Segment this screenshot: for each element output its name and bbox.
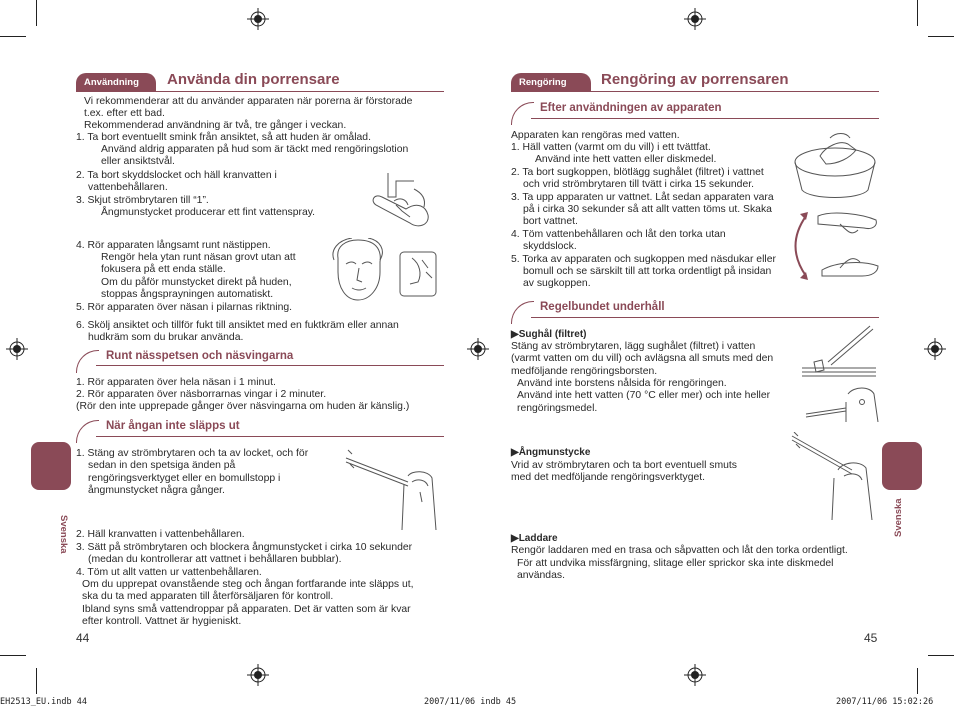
section-tab: Användning bbox=[76, 73, 156, 91]
print-slug-left: EH2513_EU.indb 44 bbox=[0, 697, 87, 707]
intro-line: t.ex. efter ett bad. bbox=[84, 108, 165, 119]
body-line: ska du ta med apparaten till återförsäljaren för kontroll. bbox=[82, 591, 334, 602]
body-line: Apparaten kan rengöras med vatten. bbox=[511, 130, 680, 141]
charger-heading-text: Laddare bbox=[518, 533, 558, 544]
body-line: Använd inte hett vatten eller diskmedel. bbox=[535, 154, 717, 165]
body-line: (medan du kontrollerar att vattnet i behållaren bubblar). bbox=[88, 554, 342, 565]
body-line: 1. Häll vatten (varmt om du vill) i ett tvättfat. bbox=[511, 142, 711, 153]
step-line: Om du påför munstycket direkt på huden, bbox=[101, 277, 292, 288]
registration-mark-icon bbox=[247, 664, 269, 686]
step-line: 5. Rör apparaten över näsan i pilarnas riktning. bbox=[76, 302, 293, 313]
body-line: och vrid strömbrytaren till tvätt i cirka 15 sekunder. bbox=[523, 179, 754, 190]
body-line: 2. Ta bort sugkoppen, blötlägg sughålet (filtret) i vattnet bbox=[511, 167, 764, 178]
body-line: efter kontroll. Vattnet är hygieniskt. bbox=[82, 616, 242, 627]
body-line: 1. Stäng av strömbrytaren och ta av locket, och för bbox=[76, 448, 309, 459]
steam-nozzle-heading-text: Ångmunstycke bbox=[518, 447, 591, 458]
body-line: bort vattnet. bbox=[523, 216, 578, 227]
subsection-bracket bbox=[76, 420, 99, 443]
language-side-tab bbox=[882, 442, 922, 490]
body-line: Rengör laddaren med en trasa och såpvatten och låt den torka ordentligt. bbox=[511, 545, 848, 556]
body-line: rengöringsverktyget eller en bomullstopp i bbox=[88, 473, 281, 484]
body-line: Stäng av strömbrytaren, lägg sughålet (filtret) i vatten bbox=[511, 341, 756, 352]
body-line: 3. Sätt på strömbrytaren och blockera ångmunstycket i cirka 10 sekunder bbox=[76, 542, 413, 553]
body-line: För att undvika missfärgning, slitage eller sprickor ska inte diskmedel bbox=[517, 558, 834, 569]
title-rule bbox=[76, 91, 444, 92]
face-illustration bbox=[322, 238, 444, 308]
body-line: ångmunstycket några gånger. bbox=[88, 485, 225, 496]
body-line: 4. Töm ut allt vatten ur vattenbehållaren. bbox=[76, 567, 262, 578]
subsection-bracket bbox=[511, 102, 534, 125]
body-line: på i cirka 30 sekunder så att allt vatten töms ut. Skaka bbox=[523, 204, 772, 215]
page-number: 45 bbox=[864, 631, 878, 645]
body-line: (varmt vatten om du vill) och avlägsna all smuts med den bbox=[511, 353, 774, 364]
page-number: 44 bbox=[76, 631, 90, 645]
step-line: fokusera på ett enda ställe. bbox=[101, 264, 226, 275]
crop-mark bbox=[36, 668, 37, 694]
cleaning-tool-illustration bbox=[342, 446, 442, 530]
registration-mark-icon bbox=[6, 338, 28, 360]
step-line: vattenbehållaren. bbox=[88, 182, 168, 193]
print-slug-right: 2007/11/06 15:02:26 bbox=[836, 697, 934, 707]
filter-brush-illustration bbox=[798, 322, 880, 422]
crop-mark bbox=[0, 36, 26, 37]
crop-mark bbox=[36, 0, 37, 26]
section-tab: Rengöring bbox=[511, 73, 591, 91]
nozzle-cleaning-illustration bbox=[790, 432, 880, 520]
subsection-rule bbox=[96, 365, 444, 366]
registration-mark-icon bbox=[684, 8, 706, 30]
steam-nozzle-heading: ▶Ångmunstycke bbox=[511, 447, 591, 458]
registration-mark-icon bbox=[247, 8, 269, 30]
step-line: 3. Skjut strömbrytaren till “1”. bbox=[76, 195, 209, 206]
filter-heading: ▶Sughål (filtret) bbox=[511, 329, 587, 340]
crop-mark bbox=[917, 0, 918, 26]
body-line: 5. Torka av apparaten och sugkoppen med näsdukar eller bbox=[511, 254, 776, 265]
registration-mark-icon bbox=[924, 338, 946, 360]
body-line: 4. Töm vattenbehållaren och låt den torka utan bbox=[511, 229, 726, 240]
step-line: 2. Ta bort skyddslocket och häll kranvatten i bbox=[76, 170, 277, 181]
filter-heading-text: Sughål (filtret) bbox=[518, 329, 587, 340]
step-line: 1. Ta bort eventuellt smink från ansiktet, så att huden är omålad. bbox=[76, 132, 371, 143]
body-line: Om du upprepat ovanstående steg och ångan fortfarande inte släpps ut, bbox=[82, 579, 414, 590]
body-line: Använd inte borstens nålsida för rengöringen. bbox=[517, 378, 727, 389]
step-line: Ångmunstycket producerar ett fint vattenspray. bbox=[101, 207, 316, 218]
registration-mark-icon bbox=[467, 338, 489, 360]
subsection-rule bbox=[96, 436, 444, 437]
body-line: användas. bbox=[517, 570, 565, 581]
step-line: hudkräm som du brukar använda. bbox=[88, 332, 244, 343]
body-line: Använd inte hett vatten (70 °C eller mer) och inte heller bbox=[517, 390, 771, 401]
step-line: 6. Skölj ansiktet och tillför fukt till ansiktet med en fuktkräm eller annan bbox=[76, 320, 399, 331]
language-side-label: Svenska bbox=[893, 498, 904, 537]
crop-mark bbox=[0, 655, 26, 656]
body-line: av sugkoppen. bbox=[523, 278, 591, 289]
intro-line: Vi rekommenderar att du använder apparaten när porerna är förstorade bbox=[84, 96, 413, 107]
step-line: Använd aldrig apparaten på hud som är täckt med rengöringslotion bbox=[101, 144, 409, 155]
registration-mark-icon bbox=[684, 664, 706, 686]
subsection-rule bbox=[531, 118, 879, 119]
crop-mark bbox=[917, 668, 918, 694]
subsection-bracket bbox=[511, 301, 534, 324]
body-line: 2. Rör apparaten över näsborrarnas vingar i 2 minuter. bbox=[76, 389, 327, 400]
shaking-device-illustration bbox=[792, 196, 882, 292]
subsection-title: Runt nässpetsen och näsvingarna bbox=[106, 350, 294, 362]
body-line: skyddslock. bbox=[523, 241, 577, 252]
body-line: 3. Ta upp apparaten ur vattnet. Låt sedan apparaten vara bbox=[511, 192, 774, 203]
body-line: bomull och se särskilt till att torka ordentligt på insidan bbox=[523, 266, 772, 277]
language-side-tab bbox=[31, 442, 71, 490]
body-line: Vrid av strömbrytaren och ta bort eventuell smuts bbox=[511, 460, 737, 471]
body-line: sedan in den spetsiga änden på bbox=[88, 460, 236, 471]
page-title: Rengöring av porrensaren bbox=[601, 71, 789, 88]
print-slug-center: 2007/11/06 indb 45 bbox=[424, 697, 517, 707]
page-title: Använda din porrensare bbox=[167, 71, 340, 88]
intro-line: Rekommenderad användning är två, tre gånger i veckan. bbox=[84, 120, 347, 131]
title-rule bbox=[511, 91, 879, 92]
step-line: 4. Rör apparaten långsamt runt nästippen. bbox=[76, 240, 271, 251]
body-line: med det medföljande rengöringsverktyget. bbox=[511, 472, 706, 483]
device-filling-illustration bbox=[366, 171, 440, 237]
subsection-title: Efter användningen av apparaten bbox=[540, 102, 722, 114]
body-line: Ibland syns små vattendroppar på apparaten. Det är vatten som är kvar bbox=[82, 604, 411, 615]
body-line: 2. Häll kranvatten i vattenbehållaren. bbox=[76, 529, 245, 540]
body-line: medföljande rengöringsborsten. bbox=[511, 366, 658, 377]
crop-mark bbox=[928, 36, 954, 37]
step-line: stoppas ångsprayningen automatiskt. bbox=[101, 289, 274, 300]
subsection-bracket bbox=[76, 350, 99, 373]
step-line: eller ansiktstvål. bbox=[101, 156, 175, 167]
subsection-title: När ångan inte släpps ut bbox=[106, 420, 240, 432]
subsection-rule bbox=[531, 317, 879, 318]
charger-heading: ▶Laddare bbox=[511, 533, 558, 544]
subsection-title: Regelbundet underhåll bbox=[540, 301, 665, 313]
body-line: 1. Rör apparaten över hela näsan i 1 minut. bbox=[76, 377, 276, 388]
step-line: Rengör hela ytan runt näsan grovt utan att bbox=[101, 252, 296, 263]
crop-mark bbox=[928, 655, 954, 656]
body-line: rengöringsmedel. bbox=[517, 403, 598, 414]
language-side-label: Svenska bbox=[58, 515, 69, 554]
body-line: (Rör den inte upprepade gånger över näsvingarna om huden är känslig.) bbox=[76, 401, 410, 412]
